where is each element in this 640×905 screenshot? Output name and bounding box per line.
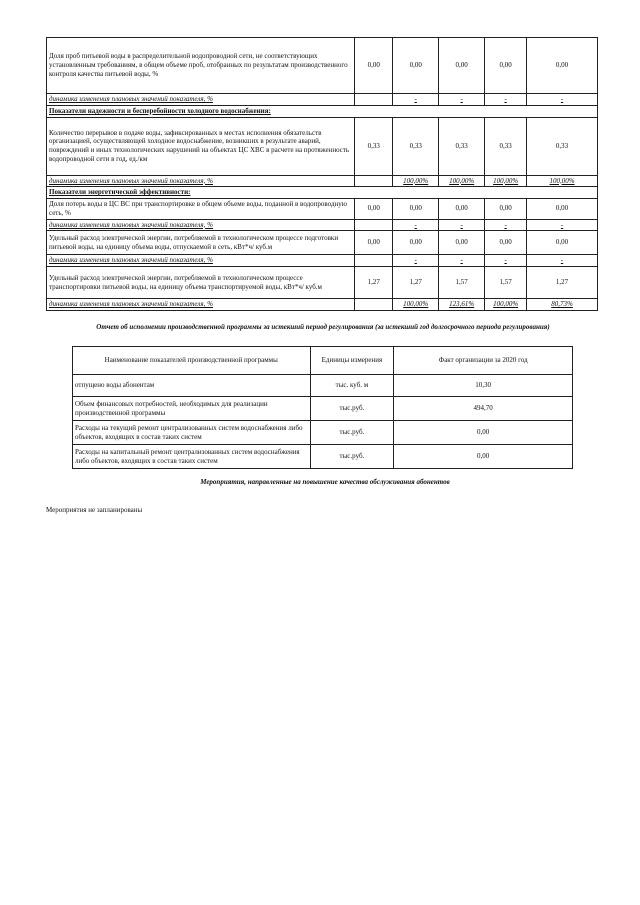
value-cell: 100,00% <box>485 299 527 311</box>
value-cell <box>355 299 393 311</box>
value-cell <box>355 94 393 106</box>
table-row <box>73 375 573 397</box>
value-cell: - <box>485 219 527 231</box>
row-unit: тыс.руб. <box>310 397 394 421</box>
value-cell: - <box>439 255 485 267</box>
value-cell: 0,00 <box>439 231 485 255</box>
measures-note: Мероприятия не запланированы <box>46 506 143 514</box>
header-units: Единицы измерения <box>310 347 394 375</box>
indicator-row <box>47 267 598 299</box>
value-cell: - <box>485 94 527 106</box>
value-cell: - <box>393 255 439 267</box>
performance-indicators-table <box>46 37 598 311</box>
dynamics-row <box>47 255 598 267</box>
value-cell: - <box>393 219 439 231</box>
row-name: Расходы на текущий ремонт централизованных систем водоснабжения либо объектов, входящих в состав таких систем <box>73 421 311 445</box>
value-cell: 0,33 <box>439 117 485 175</box>
value-cell: 100,00% <box>393 299 439 311</box>
row-name: отпущено воды абонентам <box>73 375 311 397</box>
row-value: 10,30 <box>394 375 573 397</box>
value-cell: 0,00 <box>485 38 527 94</box>
value-cell: 1,27 <box>355 267 393 299</box>
value-cell <box>355 219 393 231</box>
row-value: 494,70 <box>394 397 573 421</box>
value-cell: 0,00 <box>527 38 598 94</box>
indicator-row <box>47 117 598 175</box>
value-cell: 0,00 <box>393 231 439 255</box>
value-cell: 100,00% <box>527 175 598 187</box>
row-name: Объем финансовых потребностей, необходимых для реализации производственной программы <box>73 397 311 421</box>
value-cell: - <box>527 255 598 267</box>
value-cell: 1,27 <box>527 267 598 299</box>
value-cell: - <box>527 219 598 231</box>
value-cell: 100,00% <box>393 175 439 187</box>
table-row <box>73 397 573 421</box>
value-cell: 123,61% <box>439 299 485 311</box>
indicator-row <box>47 199 598 220</box>
value-cell: - <box>439 94 485 106</box>
value-cell <box>355 255 393 267</box>
row-value: 0,00 <box>394 445 573 469</box>
table-header-row <box>73 347 573 375</box>
indicator-label: Доля потерь воды в ЦС ВС при транспортировке в общем объеме воды, поданной в водопроводную сеть, % <box>47 199 355 220</box>
section-title: Показатели энергетической эффективности: <box>47 187 598 199</box>
header-indicator-name: Наименование показателей производственной программы <box>73 347 311 375</box>
value-cell: 0,00 <box>355 231 393 255</box>
dynamics-row <box>47 299 598 311</box>
value-cell: 0,00 <box>355 199 393 220</box>
indicator-row <box>47 231 598 255</box>
value-cell: 0,33 <box>485 117 527 175</box>
dynamics-row <box>47 175 598 187</box>
row-unit: тыс.руб. <box>310 445 394 469</box>
row-unit: тыс.руб. <box>310 421 394 445</box>
dynamics-row <box>47 94 598 106</box>
value-cell: 0,00 <box>485 199 527 220</box>
dynamics-label: динамика изменения плановых значений показателя, % <box>47 255 355 267</box>
indicator-label: Удельный расход электрической энергии, потребляемой в технологическом процессе подготовки питьевой воды, на единицу объема воды, отпускаемой в сеть, кВт*ч/ куб.м <box>47 231 355 255</box>
value-cell: 100,00% <box>439 175 485 187</box>
dynamics-label: динамика изменения плановых значений показателя, % <box>47 94 355 106</box>
value-cell: 100,00% <box>485 175 527 187</box>
value-cell: 0,33 <box>355 117 393 175</box>
value-cell: 0,00 <box>355 38 393 94</box>
value-cell: 0,00 <box>527 231 598 255</box>
table-row <box>73 445 573 469</box>
indicator-row <box>47 38 598 94</box>
row-unit: тыс. куб. м <box>310 375 394 397</box>
value-cell: 1,57 <box>439 267 485 299</box>
service-quality-measures-caption: Мероприятия, направленные на повышение качества обслуживания абонентов <box>200 478 450 486</box>
section-header-row <box>47 105 598 117</box>
value-cell: - <box>439 219 485 231</box>
value-cell: 0,33 <box>527 117 598 175</box>
production-program-report-caption: Отчет об исполнении производственной программы за истекший период регулирования (за истекший год долгосрочного периода регулирования) <box>96 323 550 331</box>
header-fact-2020: Факт организации за 2020 год <box>394 347 573 375</box>
value-cell: 1,57 <box>485 267 527 299</box>
value-cell: 80,73% <box>527 299 598 311</box>
value-cell: - <box>393 94 439 106</box>
value-cell: 0,00 <box>439 38 485 94</box>
indicator-label: Количество перерывов в подаче воды, зафиксированных в местах исполнения обязательств организацией, осуществляющей холодное водоснабжение, возникших в результате аварий, повреждений и иных технологических нарушений на объектах ЦС ХВС в расчете на протяженность водопроводной сети в год, ед./км <box>47 117 355 175</box>
table-row <box>73 421 573 445</box>
value-cell: 0,33 <box>393 117 439 175</box>
value-cell: 1,27 <box>393 267 439 299</box>
value-cell: 0,00 <box>485 231 527 255</box>
value-cell: - <box>527 94 598 106</box>
dynamics-row <box>47 219 598 231</box>
production-program-table <box>72 346 573 469</box>
row-value: 0,00 <box>394 421 573 445</box>
value-cell <box>355 175 393 187</box>
value-cell: 0,00 <box>393 38 439 94</box>
dynamics-label: динамика изменения плановых значений показателя, % <box>47 175 355 187</box>
section-header-row <box>47 187 598 199</box>
value-cell: 0,00 <box>439 199 485 220</box>
value-cell: - <box>485 255 527 267</box>
value-cell: 0,00 <box>527 199 598 220</box>
indicator-label: Удельный расход электрической энергии, потребляемой в технологическом процессе транспортировки питьевой воды, на единицу объема транспортируемой воды, кВт*ч/ куб.м <box>47 267 355 299</box>
section-title: Показатели надежности и бесперебойности холодного водоснабжения: <box>47 105 598 117</box>
value-cell: 0,00 <box>393 199 439 220</box>
dynamics-label: динамика изменения плановых значений показателя, % <box>47 219 355 231</box>
row-name: Расходы на капитальный ремонт централизованных систем водоснабжения либо объектов, входящих в состав таких систем <box>73 445 311 469</box>
dynamics-label: динамика изменения плановых значений показателя, % <box>47 299 355 311</box>
indicator-label: Доля проб питьевой воды в распределительной водопроводной сети, не соответствующих установленным требованиям, в общем объеме проб, отобранных по результатам производственного контроля качества питьевой воды, % <box>47 38 355 94</box>
